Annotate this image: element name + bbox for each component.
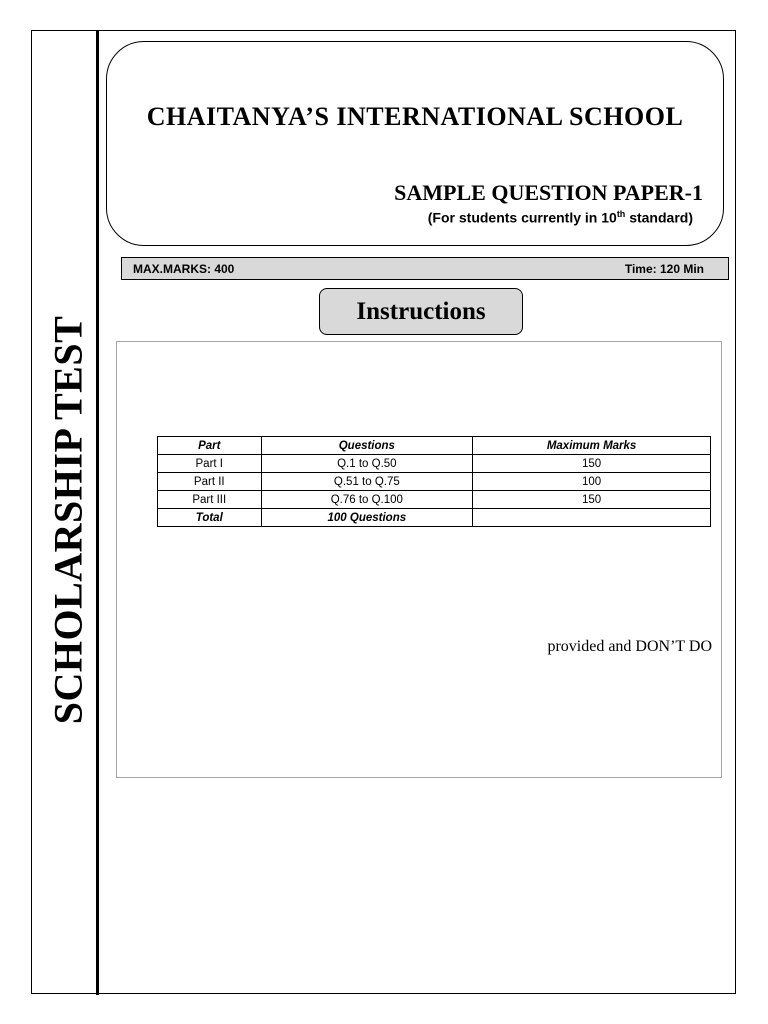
school-name: CHAITANYA’S INTERNATIONAL SCHOOL (146, 102, 684, 131)
table-cell: Q.76 to Q.100 (261, 491, 473, 509)
spine-rule (96, 30, 99, 995)
instructions-content-box (116, 341, 722, 778)
header-cell: Part (158, 437, 262, 455)
table-cell: Part II (158, 473, 262, 491)
table-cell: Part I (158, 455, 262, 473)
paper-subtitle (428, 209, 693, 226)
instructions-heading: Instructions (319, 288, 523, 335)
table-cell: Total (158, 509, 262, 527)
table-cell: Q.1 to Q.50 (261, 455, 473, 473)
table-cell: 100 Questions (261, 509, 473, 527)
subtitle-pre: (For students currently in 10 (427, 209, 617, 226)
table-cell: Q.51 to Q.75 (261, 473, 473, 491)
table-total-row (158, 509, 711, 527)
table-cell (473, 509, 711, 527)
header-cell: Questions (261, 437, 473, 455)
table-cell: 150 (473, 491, 711, 509)
header-cell: Maximum Marks (473, 437, 711, 455)
spine-title: SCHOLARSHIP TEST (45, 315, 91, 725)
table-cell: 100 (473, 473, 711, 491)
table-header-row (158, 437, 711, 455)
table-row (158, 473, 711, 491)
table-cell: 150 (473, 455, 711, 473)
paper-title: SAMPLE QUESTION PAPER-1 (394, 180, 703, 205)
table-cell: Part III (158, 491, 262, 509)
marks-table (157, 436, 711, 527)
instruction-fragment: provided and DON’T DO (547, 638, 712, 655)
marks-bar (121, 257, 729, 280)
subtitle-post: standard) (625, 209, 693, 226)
table-row (158, 455, 711, 473)
subtitle-sup: th (616, 209, 626, 219)
time-limit: Time: 120 Min (624, 262, 704, 276)
header-box (106, 41, 724, 246)
table-row (158, 491, 711, 509)
max-marks: MAX.MARKS: 400 (133, 262, 235, 276)
